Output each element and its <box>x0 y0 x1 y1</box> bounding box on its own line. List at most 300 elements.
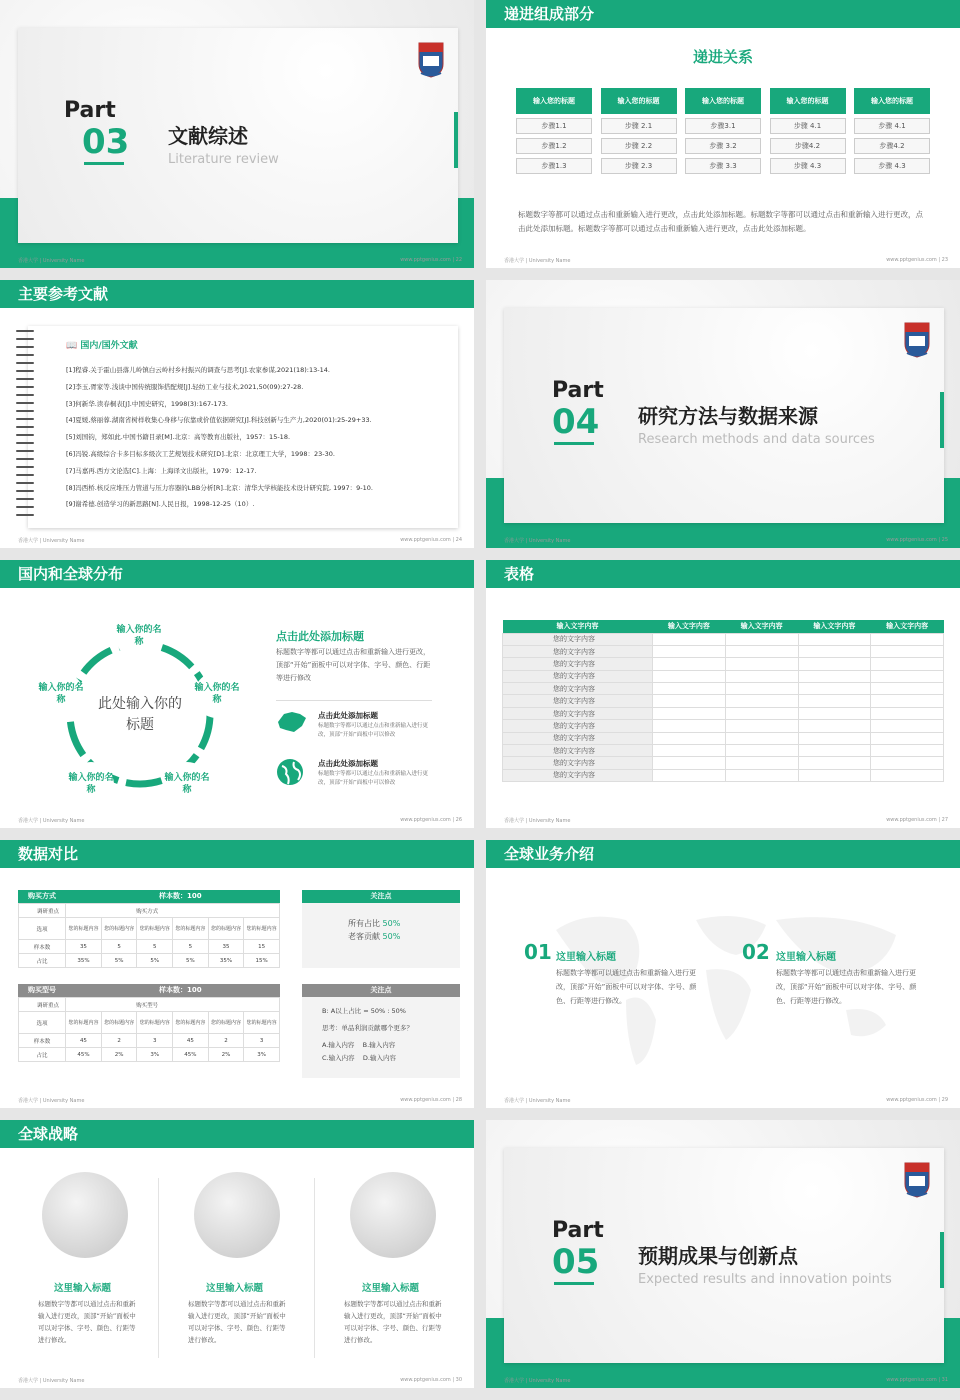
footer <box>504 1377 948 1384</box>
table-cell <box>653 732 726 744</box>
footer-left: 香港大学 | University Name <box>18 818 85 824</box>
page-number: | 31 <box>938 1377 948 1383</box>
focus-value: 50% <box>382 932 401 941</box>
table-row <box>503 732 944 744</box>
row-label: 您的文字内容 <box>503 695 653 707</box>
table-cell <box>653 670 726 682</box>
row-label: 您的文字内容 <box>503 658 653 670</box>
right-title: 点击此处添加标题 <box>276 630 364 643</box>
table-cell: 您的标题内容 <box>101 1012 137 1034</box>
step-column <box>516 88 592 174</box>
reference-item: [2]李玉,胥家等.浅谈中国传统服饰搭配规[J].轻纺工业与技术,2021,50(09):27-28. <box>66 382 304 391</box>
item-description: 标题数字等都可以通过点击和重新输入进行更改，顶部“开始”面板中可以对字体、字号、颜色、行距等进行修改。 <box>556 969 697 1005</box>
slide-table <box>486 560 960 828</box>
part-label: Part <box>552 378 604 403</box>
comparison-table-1 <box>18 890 280 968</box>
step-cell: 步骤 4.3 <box>854 158 930 174</box>
table-row <box>19 998 280 1012</box>
description: 标题数字等都可以通过点击和重新输入进行更改，点击此处添加标题。标题数字等都可以通过点击和重新输入进行更改，点击此处添加标题。标题数字等都可以通过点击和重新输入进行更改，点击此处添加标题。 <box>518 210 923 233</box>
university-crest-icon <box>904 322 930 358</box>
footer-site: www.pptgenius.com <box>400 1377 451 1383</box>
slide-header: 全球业务介绍 <box>486 840 960 868</box>
footer-right <box>886 817 948 824</box>
university-crest-icon <box>418 42 444 78</box>
cover-accent-bar <box>454 112 458 168</box>
column-header: 输入文字内容 <box>871 620 944 633</box>
part-underline <box>554 442 594 445</box>
step-header: 输入您的标题 <box>770 88 846 114</box>
cover-accent-bar <box>940 392 944 448</box>
notebook-ring <box>16 450 34 452</box>
footer-right <box>886 1097 948 1104</box>
table-cell: 您的标题内容 <box>101 918 137 940</box>
table-cell: 2 <box>208 1034 244 1048</box>
column-header: 输入文字内容 <box>725 620 798 633</box>
slide-data-comparison <box>0 840 474 1108</box>
item-description: 标题数字等都可以通过点击和重新输入进行更改，顶部“开始”面板中可以对字体、字号、颜色、行距等进行修改。 <box>776 969 917 1005</box>
table-row <box>19 904 280 918</box>
table-cell <box>653 633 726 645</box>
footer-right <box>400 537 462 544</box>
table-cell <box>653 745 726 757</box>
table-row <box>503 658 944 670</box>
column-header: 输入文字内容 <box>653 620 726 633</box>
step-cell: 步骤 4.1 <box>770 118 846 134</box>
table-row <box>503 633 944 645</box>
table-row <box>503 683 944 695</box>
center-title: 此处输入你的标题 <box>98 696 182 733</box>
table-cell: 5% <box>173 954 209 968</box>
table-cell <box>871 683 944 695</box>
table-cell <box>798 658 871 670</box>
cycle-node: 输入你的名称 <box>194 672 240 718</box>
focus-label: 老客贡献 <box>348 932 383 941</box>
slide-header: 全球战略 <box>0 1120 474 1148</box>
table-cell: 您的标题内容 <box>244 1012 280 1034</box>
reference-item: [8]冯西桥.核反应堆压力管道与压力容器的LBB分析[R].北京：清华大学核能技术设计研究院, 1997：9-10. <box>66 483 373 492</box>
footer-left: 香港大学 | University Name <box>18 538 85 544</box>
notebook-ring <box>16 498 34 500</box>
step-column <box>685 88 761 174</box>
table-cell: 5% <box>137 954 173 968</box>
table-cell: 5 <box>101 940 137 954</box>
slide-global-strategy <box>0 1120 474 1388</box>
table-cell: 您的标题内容 <box>208 1012 244 1034</box>
table-row <box>503 645 944 657</box>
globe-icon <box>194 1172 280 1258</box>
table-cell: 您的标题内容 <box>66 918 102 940</box>
slide-header: 数据对比 <box>0 840 474 868</box>
table-cell: 45 <box>173 1034 209 1048</box>
cover-card <box>504 308 944 523</box>
table-cell: 您的标题内容 <box>173 1012 209 1034</box>
table-cell <box>798 720 871 732</box>
footer-right <box>886 537 948 544</box>
notebook-ring <box>16 466 34 468</box>
table-cell <box>871 745 944 757</box>
data-table <box>502 620 944 782</box>
footer-site: www.pptgenius.com <box>886 1097 937 1103</box>
part-label: Part <box>552 1218 604 1243</box>
focus-box-header: 关注点 <box>302 890 460 903</box>
table-row <box>503 757 944 769</box>
slide-header: 主要参考文献 <box>0 280 474 308</box>
table-row <box>503 745 944 757</box>
table-cell: 选项 <box>19 918 66 940</box>
notebook-ring <box>16 330 34 332</box>
divider <box>276 700 432 701</box>
table-cell <box>653 769 726 781</box>
table-cell <box>653 757 726 769</box>
globe-icon <box>42 1172 128 1258</box>
part-number: 04 <box>552 402 600 442</box>
table-cell <box>871 695 944 707</box>
focus-line: A.输入内容 B.输入内容 <box>322 1041 396 1049</box>
table-cell <box>871 633 944 645</box>
step-header: 输入您的标题 <box>601 88 677 114</box>
table-cell <box>725 670 798 682</box>
step-cell: 步骤 2.2 <box>601 138 677 154</box>
notebook-ring <box>16 386 34 388</box>
notebook-title-text: 国内/国外文献 <box>80 341 138 351</box>
step-cell: 步骤3.1 <box>685 118 761 134</box>
table-cell: 3 <box>244 1034 280 1048</box>
globe-icon <box>276 758 304 786</box>
table-cell: 样本数 <box>19 940 66 954</box>
table-row <box>19 918 280 940</box>
reference-item: [7]马嘉再.西方文论选[C].上海：上海译文出版社，1979：12-17. <box>66 466 257 475</box>
table-cell <box>653 683 726 695</box>
table-cell: 15 <box>244 940 280 954</box>
cycle-node: 输入你的名称 <box>68 762 114 808</box>
footer-right <box>400 817 462 824</box>
notebook-ring <box>16 506 34 508</box>
table-cell <box>798 707 871 719</box>
table-cell <box>798 683 871 695</box>
table-cell <box>798 645 871 657</box>
table-cell <box>725 695 798 707</box>
notebook-panel <box>28 326 458 528</box>
table-cell <box>871 670 944 682</box>
table-cell: 45% <box>66 1048 102 1062</box>
table-cell <box>653 645 726 657</box>
slide-header: 国内和全球分布 <box>0 560 474 588</box>
focus-line <box>348 917 460 930</box>
table-row <box>19 940 280 954</box>
table-header-row <box>503 620 944 633</box>
table-cell <box>871 757 944 769</box>
reference-list <box>66 362 448 513</box>
slide-cover-04 <box>486 280 960 548</box>
divider <box>314 1178 315 1358</box>
table-cell: 2% <box>208 1048 244 1062</box>
divider <box>158 1178 159 1358</box>
table-cell <box>798 695 871 707</box>
table-cell <box>871 645 944 657</box>
table-cell <box>798 670 871 682</box>
step-cell: 步骤 3.3 <box>685 158 761 174</box>
table-cell <box>725 769 798 781</box>
globe-icon <box>350 1172 436 1258</box>
slide-global-business <box>486 840 960 1108</box>
focus-box-1 <box>302 890 460 968</box>
table-cell: 35% <box>208 954 244 968</box>
table-title-bar <box>18 890 280 903</box>
focus-box-2 <box>302 984 460 1078</box>
table-row <box>19 954 280 968</box>
cycle-node: 输入你的名称 <box>164 762 210 808</box>
focus-line: C.输入内容 D.输入内容 <box>322 1054 396 1062</box>
university-crest-icon <box>904 1162 930 1198</box>
footer-left: 香港大学 | University Name <box>504 258 571 264</box>
focus-box-body <box>302 997 460 1065</box>
reference-item: [9]谢希德.创造学习的新思路[N].人民日报，1998-12-25（10）. <box>66 500 255 509</box>
notebook-ring <box>16 354 34 356</box>
footer-left: 香港大学 | University Name <box>18 1378 85 1384</box>
row-label: 您的文字内容 <box>503 757 653 769</box>
slide-progression <box>486 0 960 268</box>
step-column <box>770 88 846 174</box>
page-number: | 26 <box>452 817 462 823</box>
notebook-title <box>66 338 138 351</box>
table-cell: 您的标题内容 <box>66 1012 102 1034</box>
cover-title: 预期成果与创新点 <box>638 1244 798 1268</box>
cover-subtitle: Research methods and data sources <box>638 432 875 447</box>
table-cell <box>653 695 726 707</box>
slide-header: 表格 <box>486 560 960 588</box>
slide-distribution <box>0 560 474 828</box>
item-description: 标题数字等都可以通过点击和重新输入进行更改，顶部“开始”面板中可以对字体、字号、颜色、行距等进行修改。 <box>38 1300 136 1344</box>
table-cell <box>653 707 726 719</box>
table-cell <box>798 745 871 757</box>
step-header: 输入您的标题 <box>854 88 930 114</box>
table-title-bar <box>18 984 280 997</box>
table-cell <box>798 732 871 744</box>
table-cell <box>871 658 944 670</box>
table-cell: 选项 <box>19 1012 66 1034</box>
sample-size: 样本数：100 <box>159 892 202 900</box>
item-title: 点击此处添加标题 <box>318 759 378 768</box>
cover-title: 文献综述 <box>168 124 248 148</box>
part-number: 05 <box>552 1242 600 1282</box>
item-description: 标题数字等都可以通过点击和重新输入进行更改，顶部“开始”面板中可以对字体、字号、颜色、行距等进行修改。 <box>344 1300 442 1344</box>
table-cell: 占比 <box>19 1048 66 1062</box>
notebook-ring <box>16 426 34 428</box>
step-cell: 步骤 2.1 <box>601 118 677 134</box>
page-number: | 27 <box>938 817 948 823</box>
footer <box>504 537 948 544</box>
footer <box>18 257 462 264</box>
table-cell: 5 <box>137 940 173 954</box>
footer-right <box>400 1377 462 1384</box>
slide-references <box>0 280 474 548</box>
slide-cover-03 <box>0 0 474 268</box>
table-row <box>503 707 944 719</box>
cover-accent-bar <box>940 1232 944 1288</box>
part-number: 03 <box>82 122 130 162</box>
footer-right <box>886 1377 948 1384</box>
table-cell: 您的标题内容 <box>208 918 244 940</box>
table-cell <box>725 707 798 719</box>
column-header: 输入文字内容 <box>798 620 871 633</box>
table-row <box>19 1048 280 1062</box>
page-number: | 29 <box>938 1097 948 1103</box>
footer-right <box>400 1097 462 1104</box>
page-number: | 28 <box>452 1097 462 1103</box>
row-label: 您的文字内容 <box>503 745 653 757</box>
notebook-ring <box>16 434 34 436</box>
reference-item: [6]冯锐.高级综合卡多目标多级次工艺规划技术研究[D].北京：北京理工大学，1998：23-30. <box>66 449 335 458</box>
footer-site: www.pptgenius.com <box>886 537 937 543</box>
table-cell: 样本数 <box>19 1034 66 1048</box>
table-cell <box>725 757 798 769</box>
notebook-ring <box>16 362 34 364</box>
notebook-ring <box>16 338 34 340</box>
step-header: 输入您的标题 <box>685 88 761 114</box>
table-cell: 3% <box>244 1048 280 1062</box>
item-title: 这里输入标题 <box>206 1283 264 1294</box>
table-cell <box>725 633 798 645</box>
table-row <box>19 1034 280 1048</box>
step-cell: 步骤4.2 <box>770 138 846 154</box>
notebook-ring <box>16 514 34 516</box>
table-cell <box>798 633 871 645</box>
cover-card <box>504 1148 944 1363</box>
table-row <box>503 769 944 781</box>
step-column <box>854 88 930 174</box>
footer-left: 香港大学 | University Name <box>504 1098 571 1104</box>
table-cell: 15% <box>244 954 280 968</box>
cover-subtitle: Literature review <box>168 152 279 167</box>
page-number: | 30 <box>452 1377 462 1383</box>
footer-left: 香港大学 | University Name <box>18 1098 85 1104</box>
notebook-ring <box>16 458 34 460</box>
step-header: 输入您的标题 <box>516 88 592 114</box>
row-label: 您的文字内容 <box>503 670 653 682</box>
item-title: 这里输入标题 <box>54 1283 112 1294</box>
row-label: 您的文字内容 <box>503 633 653 645</box>
book-icon: 📖 <box>66 341 78 351</box>
step-cell: 步骤1.1 <box>516 118 592 134</box>
table-cell: 35% <box>66 954 102 968</box>
china-map-icon <box>274 708 308 736</box>
footer <box>504 1097 948 1104</box>
step-cell: 步骤4.2 <box>854 138 930 154</box>
item-title: 点击此处添加标题 <box>318 711 378 720</box>
focus-line: B: A以上占比 = 50% : 50% <box>322 1007 406 1015</box>
table-cell <box>798 769 871 781</box>
footer <box>18 1377 462 1384</box>
table-cell: 您的标题内容 <box>173 918 209 940</box>
comparison-table <box>18 903 280 968</box>
focus-box-body <box>302 903 460 943</box>
page-number: | 22 <box>452 257 462 263</box>
slide-cover-05 <box>486 1120 960 1388</box>
table-row <box>19 1012 280 1034</box>
footer-site: www.pptgenius.com <box>886 817 937 823</box>
cover-title: 研究方法与数据来源 <box>638 404 818 428</box>
table-cell: 您的标题内容 <box>137 1012 173 1034</box>
reference-item: [3]何新华.读春桐表[J].中国史研究，1998(3):167-173. <box>66 399 228 408</box>
step-cell: 步骤1.3 <box>516 158 592 174</box>
row-label: 您的文字内容 <box>503 769 653 781</box>
page-number: | 23 <box>938 257 948 263</box>
table-cell: 购买方式 <box>66 904 280 918</box>
table-cell: 2 <box>101 1034 137 1048</box>
notebook-ring <box>16 346 34 348</box>
row-label: 您的文字内容 <box>503 732 653 744</box>
footer-left: 香港大学 | University Name <box>504 818 571 824</box>
table-cell <box>871 707 944 719</box>
item-title: 这里输入标题 <box>556 952 616 963</box>
footer-site: www.pptgenius.com <box>400 817 451 823</box>
table-cell: 调研重点 <box>19 904 66 918</box>
sample-size: 样本数：100 <box>159 986 202 994</box>
page-number: | 24 <box>452 537 462 543</box>
footer-right <box>400 257 462 264</box>
footer-site: www.pptgenius.com <box>400 257 451 263</box>
focus-label: 所有占比 <box>348 919 383 928</box>
table-cell: 占比 <box>19 954 66 968</box>
step-cell: 步骤 3.2 <box>685 138 761 154</box>
notebook-ring <box>16 410 34 412</box>
notebook-ring <box>16 402 34 404</box>
table-cell: 35 <box>208 940 244 954</box>
item-title: 这里输入标题 <box>362 1283 420 1294</box>
table-cell <box>725 645 798 657</box>
reference-item: [5]刘国钧，郑如此.中国书籍目录[M].北京：高等教育出版社，1957：15-18. <box>66 433 291 442</box>
footer-site: www.pptgenius.com <box>400 1097 451 1103</box>
item-number: 01 <box>524 940 552 964</box>
footer-site: www.pptgenius.com <box>886 257 937 263</box>
footer-left: 香港大学 | University Name <box>504 1378 571 1384</box>
table-cell <box>871 732 944 744</box>
table-row <box>503 670 944 682</box>
table-cell: 2% <box>101 1048 137 1062</box>
comparison-table-2 <box>18 984 280 1062</box>
table-cell: 您的标题内容 <box>244 918 280 940</box>
section-title: 递进关系 <box>692 48 753 66</box>
table-cell <box>871 769 944 781</box>
footer-left: 香港大学 | University Name <box>504 538 571 544</box>
notebook-ring <box>16 442 34 444</box>
table-cell <box>725 745 798 757</box>
table-cell <box>871 720 944 732</box>
notebook-ring <box>16 418 34 420</box>
item-description: 标题数字等都可以通过点击和重新输入进行更改，顶部“开始”面板中可以对字体、字号、颜色、行距等进行修改。 <box>188 1300 286 1344</box>
cover-card <box>18 28 458 243</box>
table-cell: 调研重点 <box>19 998 66 1012</box>
footer <box>18 817 462 824</box>
footer <box>18 1097 462 1104</box>
table-cell <box>725 683 798 695</box>
row-label: 您的文字内容 <box>503 645 653 657</box>
slide-header: 递进组成部分 <box>486 0 960 28</box>
part-label: Part <box>64 98 116 123</box>
table-cell: 3% <box>137 1048 173 1062</box>
step-cell: 步骤 2.3 <box>601 158 677 174</box>
column-header: 输入文字内容 <box>503 620 653 633</box>
item-description: 标题数字等都可以通过点击和重新输入进行更改，顶部“开始”面板中可以修改 <box>318 723 429 738</box>
table-title: 购买方式 <box>28 892 56 900</box>
step-cell: 步骤1.2 <box>516 138 592 154</box>
focus-line <box>348 930 460 943</box>
notebook-ring <box>16 370 34 372</box>
notebook-ring <box>16 474 34 476</box>
step-cell: 步骤 4.1 <box>854 118 930 134</box>
footer <box>504 817 948 824</box>
footer-site: www.pptgenius.com <box>886 1377 937 1383</box>
